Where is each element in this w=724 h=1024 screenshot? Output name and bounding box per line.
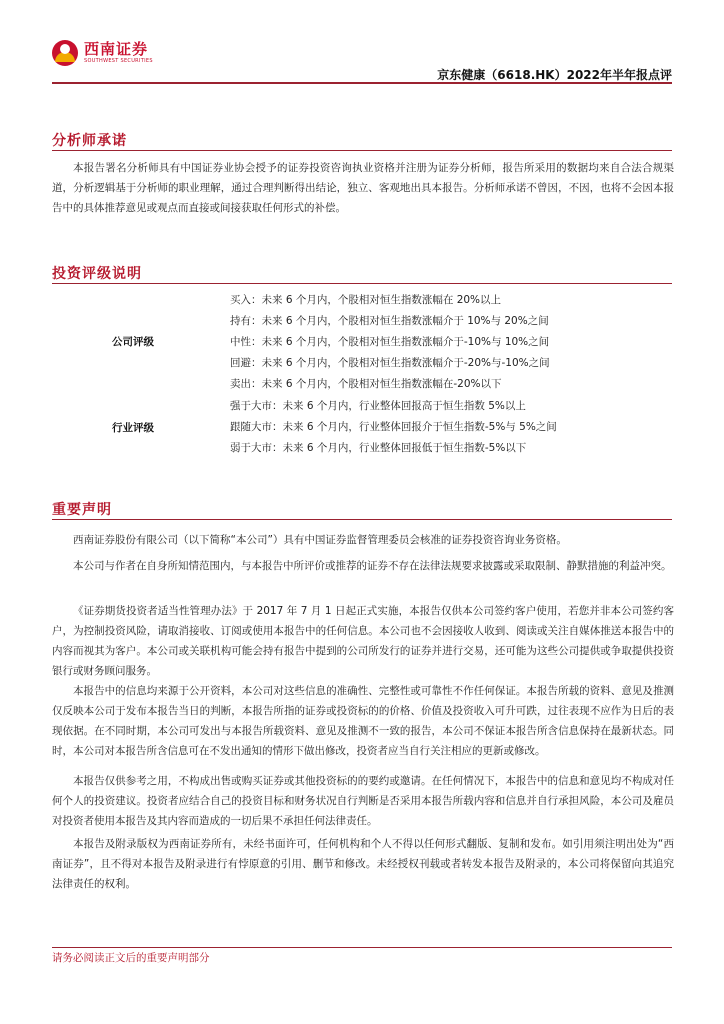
company-logo [52, 40, 153, 66]
disclaimer-paragraph: 《证券期货投资者适当性管理办法》于 2017 年 7 月 1 日起正式实施，本报告仅供本公司签约客户使用，若您并非本公司签约客户，为控制投资风险，请取消接收、订阅或使用本报告中的任何信息。本公司也不会因接收人收到、阅读或关注自媒体推送本报告中的内容而视其为客户。本公司或关联机构可能会持有报告中提到的公司所发行的证券并进行交易，还可能为这些公司提供或争取提供投资银行或财务顾问服务。 [52, 605, 674, 677]
analyst-section-divider [52, 150, 672, 151]
logo-english-name: SOUTHWEST SECURITIES [84, 58, 153, 64]
footer-notice: 请务必阅读正文后的重要声明部分 [52, 952, 210, 964]
page-header [52, 40, 672, 82]
logo-emblem-icon [52, 40, 78, 66]
analyst-statement: 本报告署名分析师具有中国证券业协会授予的证券投资咨询执业资格并注册为证券分析师，报告所采用的数据均来自合法合规渠道，分析逻辑基于分析师的职业理解，通过合理判断得出结论，独立、客观地出具本报告。分析师承诺不曾因，不因，也将不会因本报告中的具体推荐意见或观点而直接或间接获取任何形式的补偿。 [52, 162, 674, 214]
company-rating-item: 买入：未来 6 个月内，个股相对恒生指数涨幅在 20%以上 [230, 294, 502, 306]
rating-section-divider [52, 283, 672, 284]
disclaimer-section-divider [52, 519, 672, 520]
disclaimer-paragraph: 本公司与作者在自身所知情范围内，与本报告中所评价或推荐的证券不存在法律法规要求披露或采取限制、静默措施的利益冲突。 [73, 560, 672, 572]
industry-rating-item: 弱于大市：未来 6 个月内，行业整体回报低于恒生指数-5%以下 [230, 442, 527, 454]
industry-rating-item: 跟随大市：未来 6 个月内，行业整体回报介于恒生指数-5%与 5%之间 [230, 421, 557, 433]
company-rating-item: 持有：未来 6 个月内，个股相对恒生指数涨幅介于 10%与 20%之间 [230, 315, 549, 327]
rating-section-title: 投资评级说明 [52, 266, 142, 282]
disclaimer-paragraph: 本报告中的信息均来源于公开资料，本公司对这些信息的准确性、完整性或可靠性不作任何保证。本报告所载的资料、意见及推测仅反映本公司于发布本报告当日的判断，本报告所指的证券或投资标的的价格、价值及投资收入可升可跌，过往表现不应作为日后的表现依据。在不同时期，本公司可发出与本报告所载资料、意见及推测不一致的报告，本公司不保证本报告所含信息保持在最新状态。同时，本公司对本报告所含信息可在不发出通知的情形下做出修改，投资者应当自行关注相应的更新或修改。 [52, 685, 674, 757]
company-rating-label: 公司评级 [112, 336, 154, 348]
disclaimer-section-title: 重要声明 [52, 502, 112, 518]
company-rating-item: 回避：未来 6 个月内，个股相对恒生指数涨幅介于-20%与-10%之间 [230, 357, 550, 369]
disclaimer-paragraph: 本报告及附录版权为西南证券所有，未经书面许可，任何机构和个人不得以任何形式翻版、复制和发布。如引用须注明出处为“西南证券”，且不得对本报告及附录进行有悖原意的引用、删节和修改。未经授权刊载或者转发本报告及附录的，本公司将保留向其追究法律责任的权利。 [52, 838, 674, 890]
company-rating-item: 中性：未来 6 个月内，个股相对恒生指数涨幅介于-10%与 10%之间 [230, 336, 550, 348]
disclaimer-paragraph: 西南证券股份有限公司（以下简称“本公司”）具有中国证券监督管理委员会核准的证券投资咨询业务资格。 [73, 534, 567, 546]
report-title: 京东健康（6618.HK）2022年半年报点评 [437, 68, 672, 82]
disclaimer-paragraph: 本报告仅供参考之用，不构成出售或购买证券或其他投资标的的要约或邀请。在任何情况下，本报告中的信息和意见均不构成对任何个人的投资建议。投资者应结合自己的投资目标和财务状况自行判断是否采用本报告所载内容和信息并自行承担风险，本公司及雇员对投资者使用本报告及其内容而造成的一切后果不承担任何法律责任。 [52, 775, 674, 827]
industry-rating-label: 行业评级 [112, 422, 154, 434]
footer-divider [52, 947, 672, 948]
analyst-section-title: 分析师承诺 [52, 133, 127, 149]
industry-rating-item: 强于大市：未来 6 个月内，行业整体回报高于恒生指数 5%以上 [230, 400, 526, 412]
header-divider [52, 82, 672, 84]
logo-chinese-name: 西南证券 [84, 40, 149, 58]
company-rating-item: 卖出：未来 6 个月内，个股相对恒生指数涨幅在-20%以下 [230, 378, 502, 390]
